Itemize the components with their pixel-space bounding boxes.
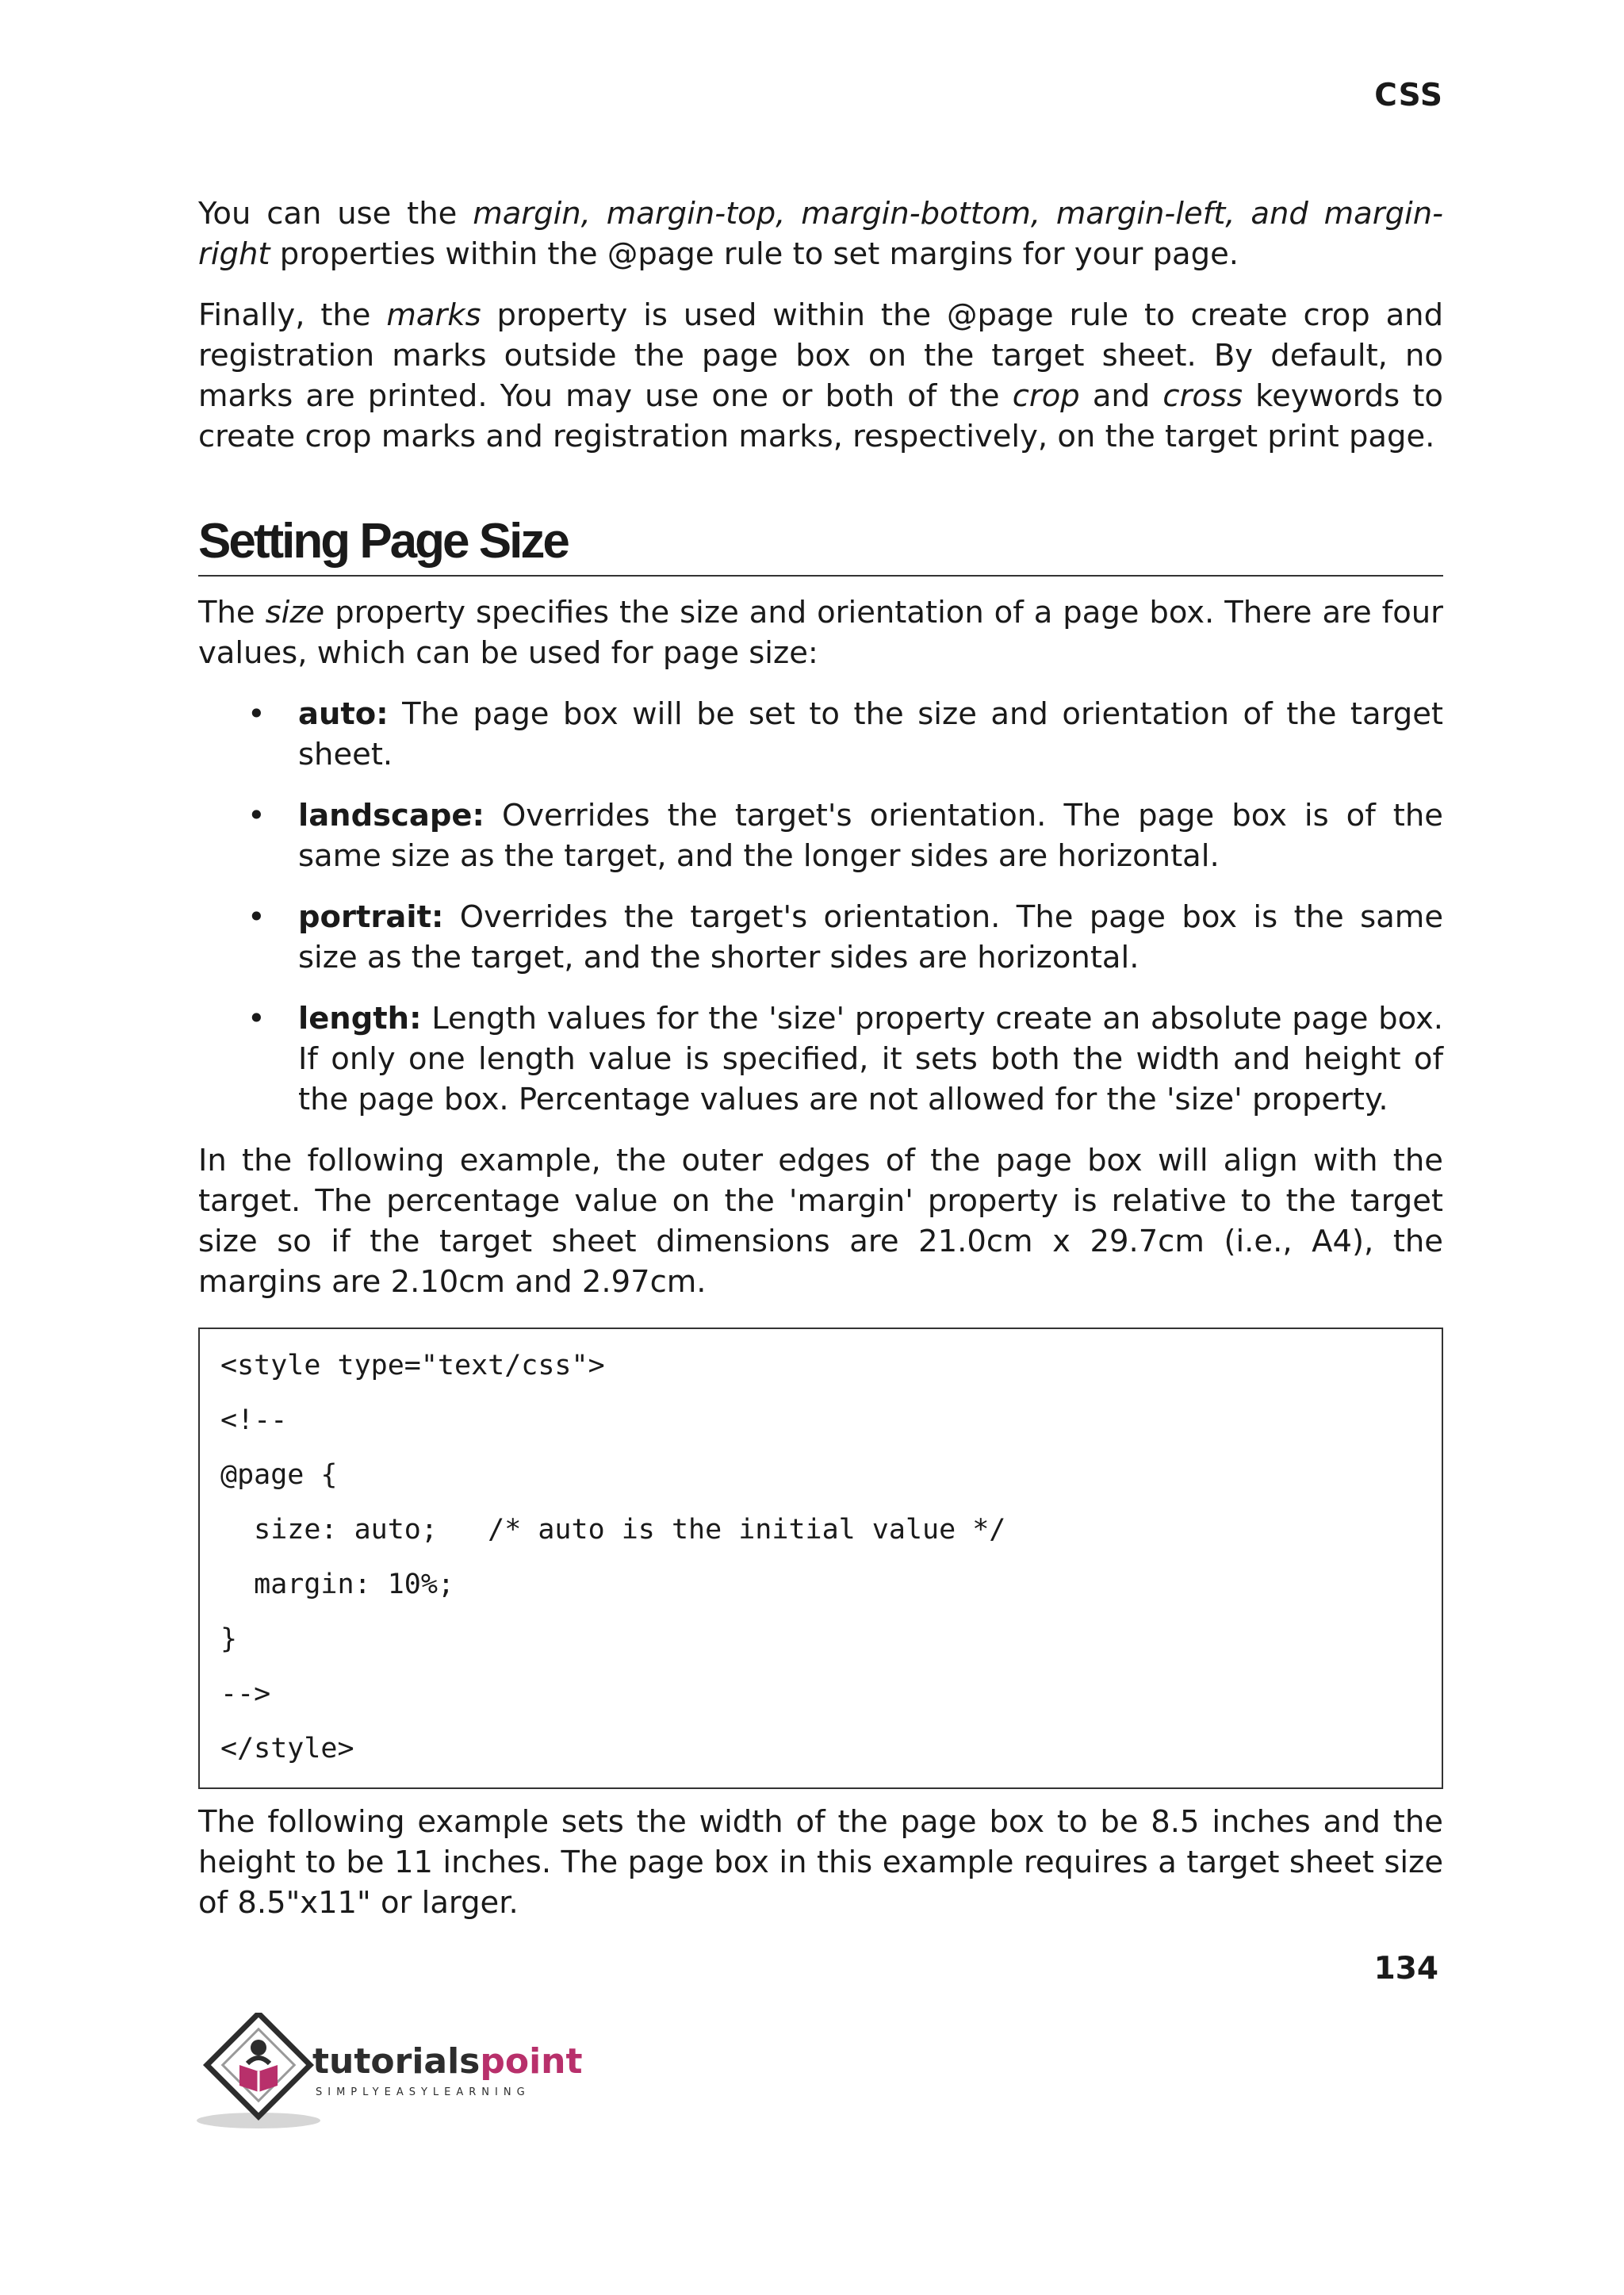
running-header-title: CSS <box>1374 78 1443 113</box>
code-line: } <box>220 1623 238 1655</box>
paragraph-margins <box>198 193 1443 274</box>
page-content <box>198 193 1443 1923</box>
page-number: 134 <box>1373 1951 1438 1987</box>
size-values-list <box>198 694 1443 1120</box>
paragraph-size-intro <box>198 592 1443 673</box>
person-head-icon <box>251 2040 266 2056</box>
list-item-auto <box>198 694 1443 775</box>
paragraph-marks <box>198 295 1443 457</box>
list-item-portrait <box>198 897 1443 978</box>
code-line: size: auto; /* auto is the initial value */ <box>220 1514 1006 1546</box>
code-line: <style type="text/css"> <box>220 1350 605 1381</box>
term-auto: auto: <box>298 696 389 732</box>
text-run: Finally, the <box>198 297 387 333</box>
bullet-icon: • <box>247 1001 266 1036</box>
section-heading: Setting Page Size <box>198 510 1443 577</box>
emphasis-size: size <box>265 595 325 630</box>
paragraph-page-box-example: The following example sets the width of the page box to be 8.5 inches and the height to be 11 inches. The page box in this example requires a target sheet size of 8.5"x11" or larger. <box>198 1804 1443 1921</box>
code-line: </style> <box>220 1733 354 1764</box>
code-line: @page { <box>220 1459 338 1491</box>
code-line: --> <box>220 1678 271 1710</box>
text-run: You can use the <box>198 196 473 232</box>
term-length: length: <box>298 1001 422 1036</box>
term-landscape: landscape: <box>298 798 485 833</box>
paragraph-example-intro: In the following example, the outer edges of the page box will align with the target. The percentage value on the 'margin' property is relative to the target size so if the target sheet dimensions are 21.0cm x 29.7cm (i.e., A4), the margins are 2.10cm and 2.97cm. <box>198 1143 1443 1300</box>
emphasis-crop: crop <box>1012 378 1080 414</box>
text-run: The page box will be set to the size and orientation of the target sheet. <box>298 696 1443 772</box>
bullet-icon: • <box>247 798 266 833</box>
text-run: properties within the @page rule to set margins for your page. <box>270 236 1239 272</box>
term-portrait: portrait: <box>298 899 444 935</box>
list-item-landscape <box>198 795 1443 876</box>
text-run: property specifies the size and orientation of a page box. There are four values, which can be used for page size: <box>198 595 1443 671</box>
emphasis-marks: marks <box>386 297 481 333</box>
text-run: and <box>1079 378 1163 414</box>
text-run: keywords to create crop marks and registration marks, respectively, on the target print page. <box>198 378 1443 454</box>
text-run: Overrides the target's orientation. The page box is the same size as the target, and the shorter sides are horizontal. <box>298 899 1443 975</box>
logo-word-dark: tutorials <box>312 2041 481 2082</box>
text-run: property is used within the @page rule to create crop and registration marks outside the page box on the target sheet. By default, no marks are printed. You may use one or both of the <box>198 297 1444 414</box>
tutorialspoint-logo <box>195 2013 607 2132</box>
code-line: margin: 10%; <box>220 1569 455 1600</box>
logo-word-accent: point <box>480 2041 583 2082</box>
text-run: Length values for the 'size' property create an absolute page box. If only one length value is specified, it sets both the width and height of the page box. Percentage values are not allowed for the 'size' property. <box>298 1001 1443 1117</box>
code-line: <!-- <box>220 1404 288 1436</box>
code-example-box <box>198 1328 1443 1789</box>
emphasis-cross: cross <box>1162 378 1243 414</box>
logo-wordmark <box>312 2041 583 2082</box>
list-item-length <box>198 998 1443 1120</box>
text-run: Overrides the target's orientation. The page box is of the same size as the target, and the longer sides are horizontal. <box>298 798 1443 874</box>
text-run: The <box>198 595 266 630</box>
bullet-icon: • <box>247 696 266 732</box>
logo-tagline: SIMPLYEASYLEARNING <box>316 2086 530 2098</box>
emphasis-margin-properties: margin, margin-top, margin-bottom, margin-left, and margin-right <box>198 196 1444 272</box>
bullet-icon: • <box>247 899 266 935</box>
